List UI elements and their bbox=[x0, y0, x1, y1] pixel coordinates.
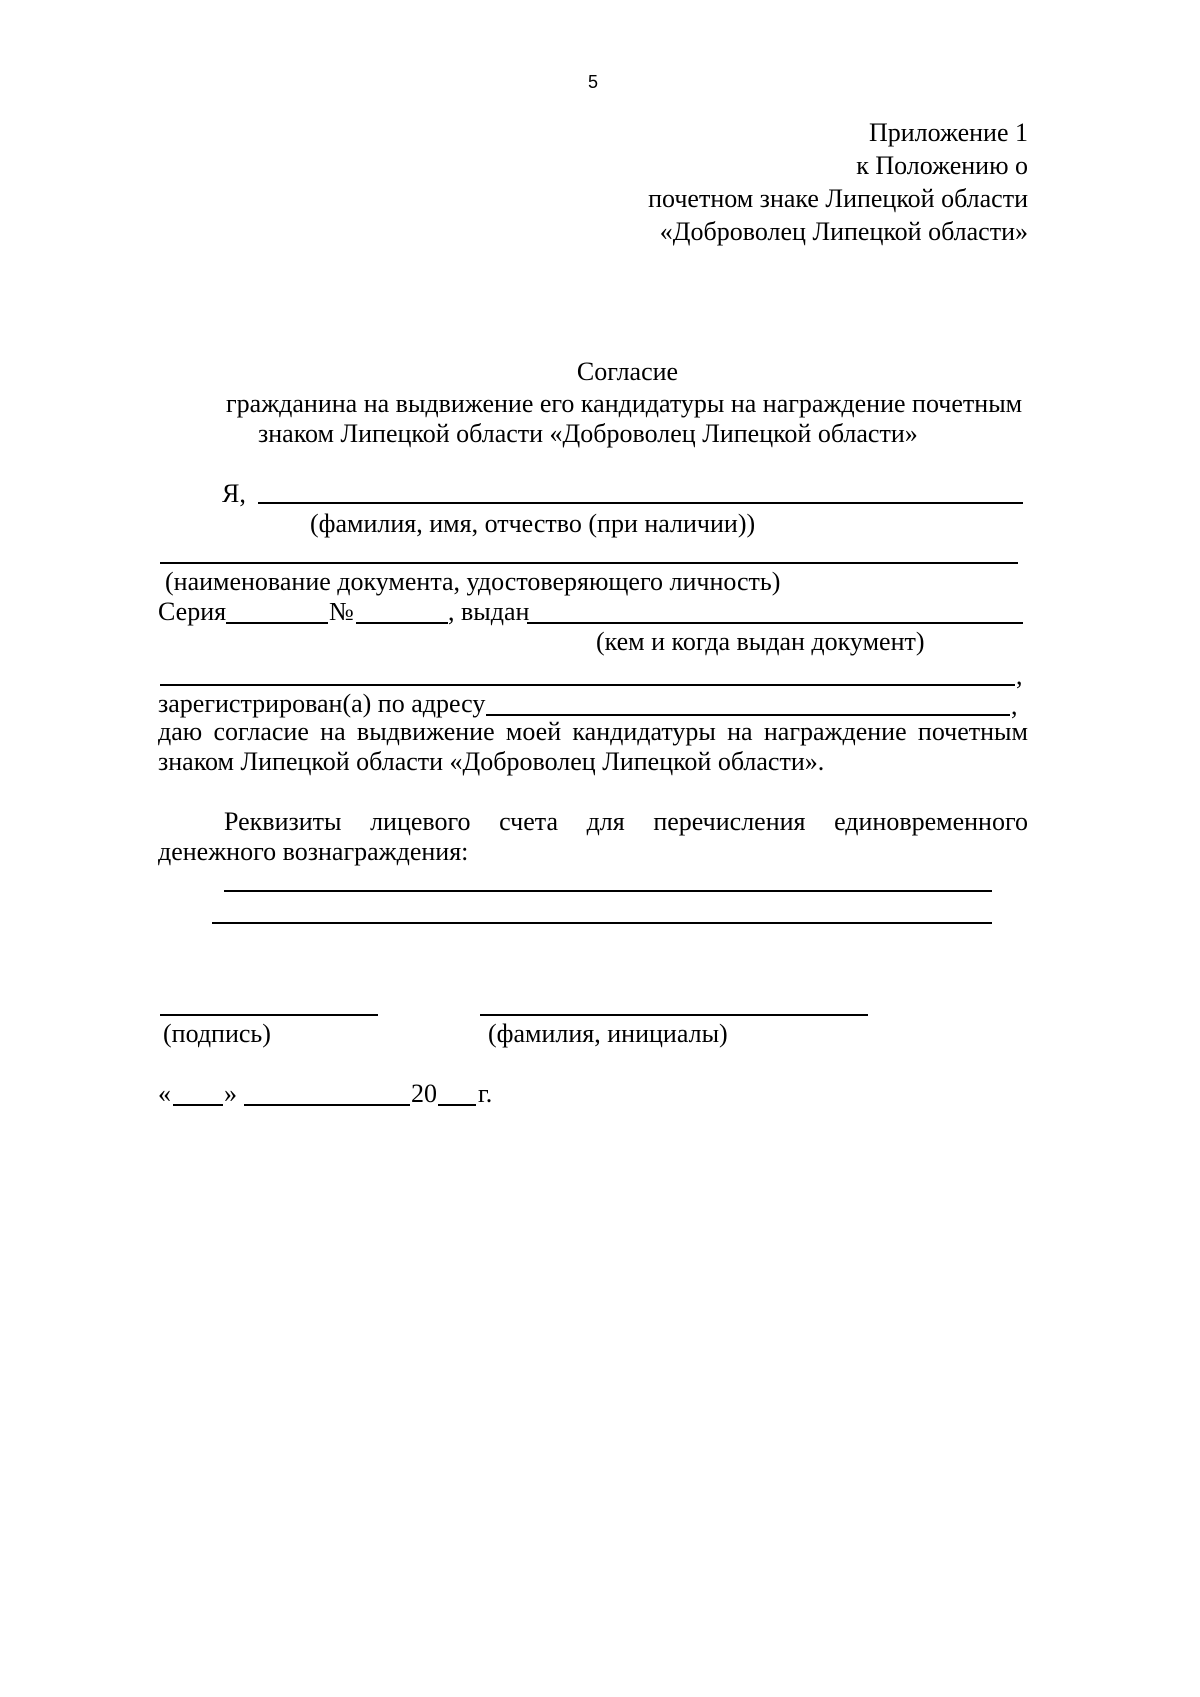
appendix-block bbox=[648, 116, 1028, 248]
consent-line-2: знаком Липецкой области «Доброволец Липецкой области». bbox=[158, 747, 825, 776]
consent-word: согласие bbox=[213, 717, 309, 746]
fio-hint: (фамилия, имя, отчество (при наличии)) bbox=[310, 509, 756, 538]
consent-line-1 bbox=[158, 716, 1028, 748]
consent-word: выдвижение bbox=[356, 717, 495, 746]
requisites-word: единовременного bbox=[834, 807, 1028, 836]
consent-word: моей bbox=[505, 717, 562, 746]
registered-label: зарегистрирован(а) по адресу bbox=[158, 689, 486, 718]
number-field[interactable] bbox=[356, 622, 448, 624]
requisites-line-1 bbox=[224, 806, 1028, 838]
document-hint: (наименование документа, удостоверяющего личность) bbox=[165, 567, 781, 596]
day-field[interactable] bbox=[173, 1104, 223, 1106]
year-suffix: г. bbox=[478, 1079, 493, 1108]
i-label: Я, bbox=[222, 479, 246, 508]
requisites-line-2: денежного вознаграждения: bbox=[158, 837, 469, 866]
signature-field[interactable] bbox=[160, 1014, 378, 1016]
account-field-1[interactable] bbox=[224, 890, 992, 892]
number-label: № bbox=[329, 597, 354, 626]
issued-continuation-field[interactable] bbox=[160, 684, 1015, 686]
account-field-2[interactable] bbox=[212, 922, 992, 924]
issued-by-field[interactable] bbox=[527, 622, 1023, 624]
comma-2: , bbox=[1011, 691, 1018, 720]
requisites-word: лицевого bbox=[370, 807, 471, 836]
appendix-line-4: «Доброволец Липецкой области» bbox=[659, 217, 1028, 246]
document-name-field[interactable] bbox=[160, 562, 1018, 564]
consent-word: кандидатуры bbox=[572, 717, 716, 746]
appendix-line-3: почетном знаке Липецкой области bbox=[648, 184, 1028, 213]
date-close-quote: » bbox=[224, 1079, 237, 1108]
series-field[interactable] bbox=[226, 622, 328, 624]
consent-word: на bbox=[727, 717, 753, 746]
issued-hint: (кем и когда выдан документ) bbox=[596, 627, 925, 656]
issued-label: , выдан bbox=[448, 597, 530, 626]
fio-field[interactable] bbox=[258, 502, 1023, 504]
year-field[interactable] bbox=[438, 1104, 476, 1106]
consent-word: даю bbox=[158, 717, 203, 746]
month-field[interactable] bbox=[244, 1104, 410, 1106]
requisites-word: перечисления bbox=[653, 807, 806, 836]
name-initials-field[interactable] bbox=[480, 1014, 868, 1016]
requisites-word: для bbox=[586, 807, 625, 836]
requisites-word: счета bbox=[499, 807, 558, 836]
page-number: 5 bbox=[588, 72, 599, 92]
document-title: Согласие bbox=[576, 357, 679, 386]
consent-word: на bbox=[320, 717, 346, 746]
name-initials-hint: (фамилия, инициалы) bbox=[488, 1019, 728, 1048]
consent-word: награждение bbox=[763, 717, 907, 746]
appendix-line-1: Приложение 1 bbox=[868, 118, 1028, 147]
series-label: Серия bbox=[158, 597, 227, 626]
year-prefix: 20 bbox=[411, 1079, 437, 1108]
comma-1: , bbox=[1016, 661, 1023, 690]
signature-hint: (подпись) bbox=[163, 1019, 271, 1048]
appendix-line-2: к Положению о bbox=[856, 151, 1028, 180]
requisites-word: Реквизиты bbox=[224, 807, 342, 836]
title-line-1: гражданина на выдвижение его кандидатуры на награждение почетным bbox=[226, 389, 1023, 418]
consent-word: почетным bbox=[917, 717, 1028, 746]
date-open-quote: « bbox=[158, 1079, 171, 1108]
title-line-2: знаком Липецкой области «Доброволец Липецкой области» bbox=[258, 419, 918, 448]
